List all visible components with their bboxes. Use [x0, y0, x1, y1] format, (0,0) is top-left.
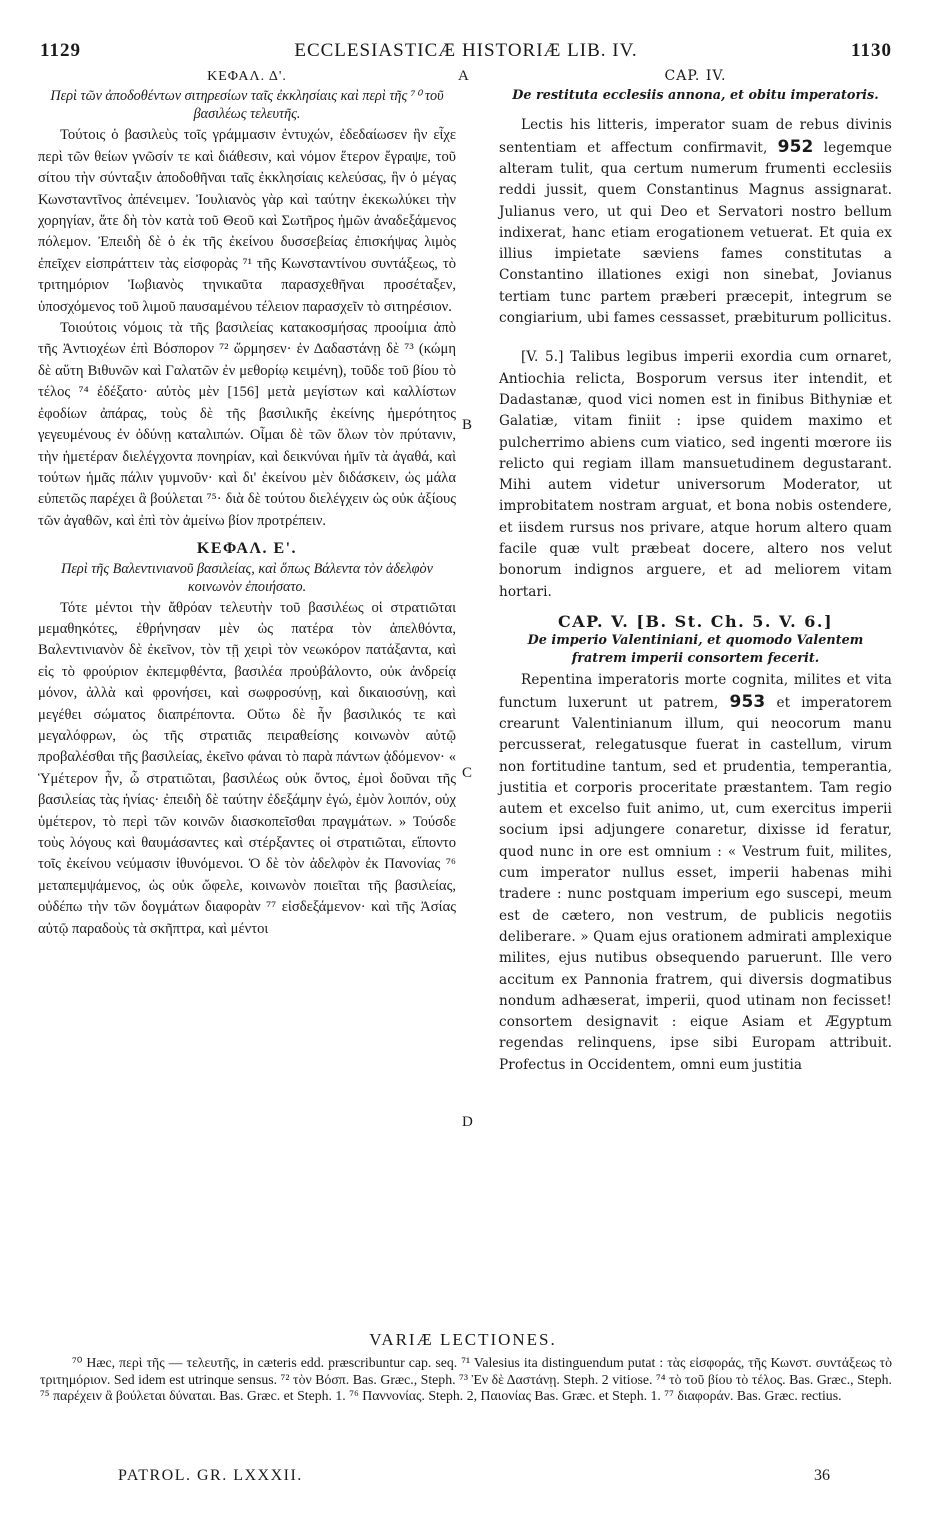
greek-chapter-5-heading: ΚΕΦΑΛ. Ε'. — [196, 540, 298, 558]
latin-chapter-5-heading: CAP. V. [B. St. Ch. 5. V. 6.] — [557, 611, 834, 631]
latin-paragraph: [V. 5.] Talibus legibus imperii exordia cum ornaret, Antiochia relicta, Bosporum versus iter intendit, et Dadastanæ, quod vici nomen est in finibus Bithyniæ et Galatiæ, vitam finiit : ipse quidem maximo et pulcherrimo abiens cum viatico, sed ingenti mœrore iis relicto qui regiam illam mansuetudinem degustarant. Mihi autem videtur universorum Moderator, ut improbitatem nostram arguat, et bona nobis ostendere, et iisdem rursus nos privare, atque horum altero quam facile quæ vult præbeat docere, altero nos velut bonorum indignos arguere, et ad meliorem vitam hortari. — [499, 349, 892, 600]
latin-chapter-4-heading: CAP. IV. — [664, 68, 727, 84]
greek-chapter-4-subtitle: Περὶ τῶν ἀποδοθέντων σιτηρεσίων ταῖς ἐκκλησίαις καὶ περὶ τῆς ⁷⁰ τοῦ βασιλέως τελευτῆς. — [50, 88, 444, 123]
page-footer — [118, 1467, 830, 1489]
greek-paragraph: Τότε μέντοι τὴν ἄθρόαν τελευτὴν τοῦ βασιλέως οἱ στρατιῶται μεμαθηκότες, ἐθρήνησαν μὲν ὡς πατέρα τὸν ἀπελθόντα, Βαλεντινιανὸν δὲ ἐκεῖνον, τὸν τῇ χειρὶ τὸν νεωκόρον πατάξαντα, καὶ εἰς τὸ φρούριον ἐκπεμφθέντα, βασιλέα προὐβάλοντο, οὐκ ἀνδρείᾳ μόνον, ἀλλὰ καὶ φρονήσει, καὶ σωφροσύνῃ, καὶ δικαιοσύνῃ, καὶ μεγέθει σώματος διαπρέποντα. Οὕτω δὲ ἦν βασιλικός τε καὶ μεγαλόφρων, ὡς τῆς στρατιᾶς πειραθείσης κοινωνὸν αὐτῷ προβαλέσθαι τῆς βασιλείας, ἐκεῖνο φάναι τὸ παρὰ πάντων ᾀδόμενον· « Ὑμέτερον ἦν, ὦ στρατιῶται, βασιλέως οὐκ ὄντος, ἐμοὶ δοῦναι τῆς βασιλείας τὰς ἡνίας· ἐπειδὴ δὲ ταύτην ἐδεξάμην ἐγώ, ἐμὸν λοιπόν, οὐχ ὑμέτερον, τὸ περὶ τῶν κοινῶν διασκοπεῖσθαι πραγμάτων. » Τούσδε τοὺς λόγους καὶ θαυμάσαντες καὶ στέρξαντες οἱ στρατιῶται, εἵποντο τοῖς ἐκείνου νεύμασιν ἰθυνόμενοι. Ὁ δὲ τὸν ἀδελφὸν ἐκ Πανονίας ⁷⁶ μεταπεμψάμενος, ὡς οὐκ ὤφελε, κοινωνὸν ποιεῖται τῆς βασιλείας, οὐδέπω τὴν τῶν δογμάτων διαφορὰν ⁷⁷ εἰσδεξάμενον· καὶ τῆς Ἀσίας αὐτῷ παραδοὺς τὰ σκῆπτρα, καὶ μέντοι — [38, 599, 456, 937]
margin-marker-d: D — [462, 1114, 473, 1130]
variae-lectiones-heading: VARIÆ LECTIONES. — [369, 1330, 557, 1349]
running-title: ECCLESIASTICÆ HISTORIÆ LIB. IV. — [294, 40, 638, 61]
column-number: 953 — [729, 691, 766, 712]
latin-paragraph — [499, 115, 892, 329]
footer-signature: 36 — [814, 1467, 830, 1484]
column-number: 952 — [777, 136, 814, 157]
page-number-left: 1129 — [40, 40, 81, 61]
running-header — [40, 40, 892, 66]
footer-volume: PATROL. GR. LXXXII. — [118, 1467, 303, 1484]
latin-text: Lectis his litteris, imperator suam de rebus divinis sententiam et affectum confirmavit, — [499, 117, 892, 156]
latin-chapter-4-subtitle: De restituta ecclesiis annona, et obitu imperatoris. — [512, 88, 879, 104]
variae-lectiones-notes — [40, 1355, 892, 1405]
latin-text: Repentina imperatoris morte cognita, milites et vita functum luxerunt ut patrem, — [499, 672, 892, 711]
latin-chapter-5-subtitle: De imperio Valentiniani, et quomodo Valentem fratrem imperii consortem fecerit. — [527, 633, 864, 667]
greek-paragraph: Τοιούτοις νόμοις τὰ τῆς βασιλείας κατακοσμήσας προοίμια ἀπὸ τῆς Ἀντιοχέων ἐπὶ Βόσπορον ⁷² ὥρμησεν· ἐν Δαδαστάνῃ δὲ ⁷³ (κώμη δὲ αὕτη Βιθυνῶν καὶ Γαλατῶν ἐν μεθορίῳ κειμένη), τοῦδε τοῦ βίου τὸ τέλος ⁷⁴ ἐδέξατο· αὐτὸς μὲν [156] μετὰ μεγίστων καὶ καλλίστων ἐφοδίων ἀπάρας, τοὺς δὲ τῆς βασιλικῆς ἐκείνης ἡμερότητος γεγευμένους ἐν ὀδύνῃ καταλιπών. Οἶμαι δὲ τῶν ὅλων τὸν πρύτανιν, τὴν ἡμετέραν διελέγχοντα πονηρίαν, καὶ δεικνύναι ἡμῖν τὰ ἀγαθά, καὶ τούτων ἡμᾶς πάλιν γυμνοῦν· καὶ δι' ἐκείνου μὲν διδάσκειν, ὡς μάλα εὐπετῶς παρέχει ἃ βούλεται ⁷⁵· διὰ δὲ τούτου διελέγχειν ὡς οὐκ ἀξίους τῶν ἀγαθῶν, καὶ ἐπὶ τὸν ἀμείνω βίον προτρέπειν. — [38, 320, 456, 529]
latin-text: legemque alteram tulit, qua certum numerum frumenti ecclesiis reddi jussit, quem Constantinus Magnus assignarat. Julianus vero, ut qui Deo et Servatori nostro bellum indixerat, hanc etiam erogationem vetuerat. Et quia ex illius impietate sæviens fames constitutas a Constantino illationes exigi non sinebat, Jovianus tertiam tunc partem præberi præcepit, integrum se congiarium, ubi fames cessasset, præbiturum pollicitus. — [499, 139, 893, 327]
latin-column — [499, 66, 892, 1076]
greek-chapter-4-heading: ΚΕΦΑΛ. Δ'. — [207, 69, 287, 84]
margin-marker-a: A — [458, 68, 469, 84]
latin-paragraph — [499, 670, 892, 1076]
page-number-right: 1130 — [851, 40, 892, 61]
margin-marker-c: C — [462, 765, 473, 781]
margin-marker-b: B — [462, 417, 473, 433]
greek-column — [38, 66, 456, 940]
greek-chapter-5-subtitle: Περὶ τῆς Βαλεντινιανοῦ βασιλείας, καὶ ὅπως Βάλεντα τὸν ἀδελφὸν κοινωνὸν ἐποιήσατο. — [61, 560, 433, 595]
variae-lectiones-text: ⁷⁰ Hæc, περὶ τῆς — τελευτῆς, in cæteris edd. præscribuntur cap. seq. ⁷¹ Valesius ita distinguendum putat : τὰς εἰσφοράς, τῆς Κωνστ. συντάξεως τὸ τριτημόριον. Sed idem est utrinque sensus. ⁷² τὸν Βόσπ. Bas. Græc., Steph. ⁷³ Ἐν δὲ Δαστάνῃ. Steph. 2 vitiose. ⁷⁴ τὸ τοῦ βίου τὸ τέλος. Bas. Græc., Steph. ⁷⁵ παρέχειν ἃ βούλεται δύναται. Bas. Græc. et Steph. 1. ⁷⁶ Παννονίας. Steph. 2, Παιονίας Bas. Græc. et Steph. 1. ⁷⁷ διαφοράν. Bas. Græc. rectius. — [40, 1355, 892, 1403]
latin-text: et imperatorem crearunt Valentinianum illum, qui neocorum manu percusserat, relegatusque fuerat in castellum, virum non fortitudine tantum, sed et prudentia, temperantia, justitia et corporis proceritate præstantem. Tam regio autem et excelso fuit animo, ut, cum exercitus imperii socium ipsi adjungere conaretur, dixisse id feratur, quod nunc in ore est omnium : « Vestrum fuit, milites, cum imperator nullus esset, imperii habenas mihi tradere : nunc postquam imperium ego suscepi, meum est de cætero, non vestrum, de publicis negotiis deliberare. » Quam ejus orationem admirati amplexique milites, ejus nutibus obsequendo paruerunt. Ille vero accitum ex Pannonia fratrem, qui diversis dogmatibus nondum adhæserat, imperii, quod utinam non fecisset! consortem designavit : eique Asiam et Ægyptum regendas relinquens, ipse sibi Europam attribuit. Profectus in Occidentem, omni eum justitia — [499, 694, 892, 1073]
greek-paragraph: Τούτοις ὁ βασιλεὺς τοῖς γράμμασιν ἐντυχών, ἐδεδαίωσεν ἣν εἶχε περὶ τῶν θείων γνῶσίν τε καὶ διάθεσιν, καὶ νόμον ἕτερον ἔγραψε, τοῦ σίτου τὴν σύνταξιν ἀποδοθῆναι ταῖς ἐκκλησίαις κελεύσας, ἣν ὁ μέγας Κωνσταντῖνος ἀπένειμεν. Ἰουλιανὸς γὰρ καὶ ταύτην ἐκεκωλύκει τὴν χορηγίαν, ἅτε δὴ τὸν κατὰ τοῦ Θεοῦ καὶ Σωτῆρος ἡμῶν ἀναδεξάμενος πόλεμον. Ἐπειδὴ δὲ ὁ ἐκ τῆς ἐκείνου δυσσεβείας ἐπισκήψας λιμὸς ἐπεῖχεν εἰσπράττειν τὰς εἰσφορὰς ⁷¹ τῆς Κωνσταντίνου συντάξεως, τὸ τριτημόριον Ἰωβιανὸς τηνικαῦτα παρασχεθῆναι προσέταξεν, ὑποσχόμενος τοῦ λιμοῦ παυσαμένου τέλειον παρασχεῖν τὸ σιτηρέσιον. — [38, 127, 456, 315]
